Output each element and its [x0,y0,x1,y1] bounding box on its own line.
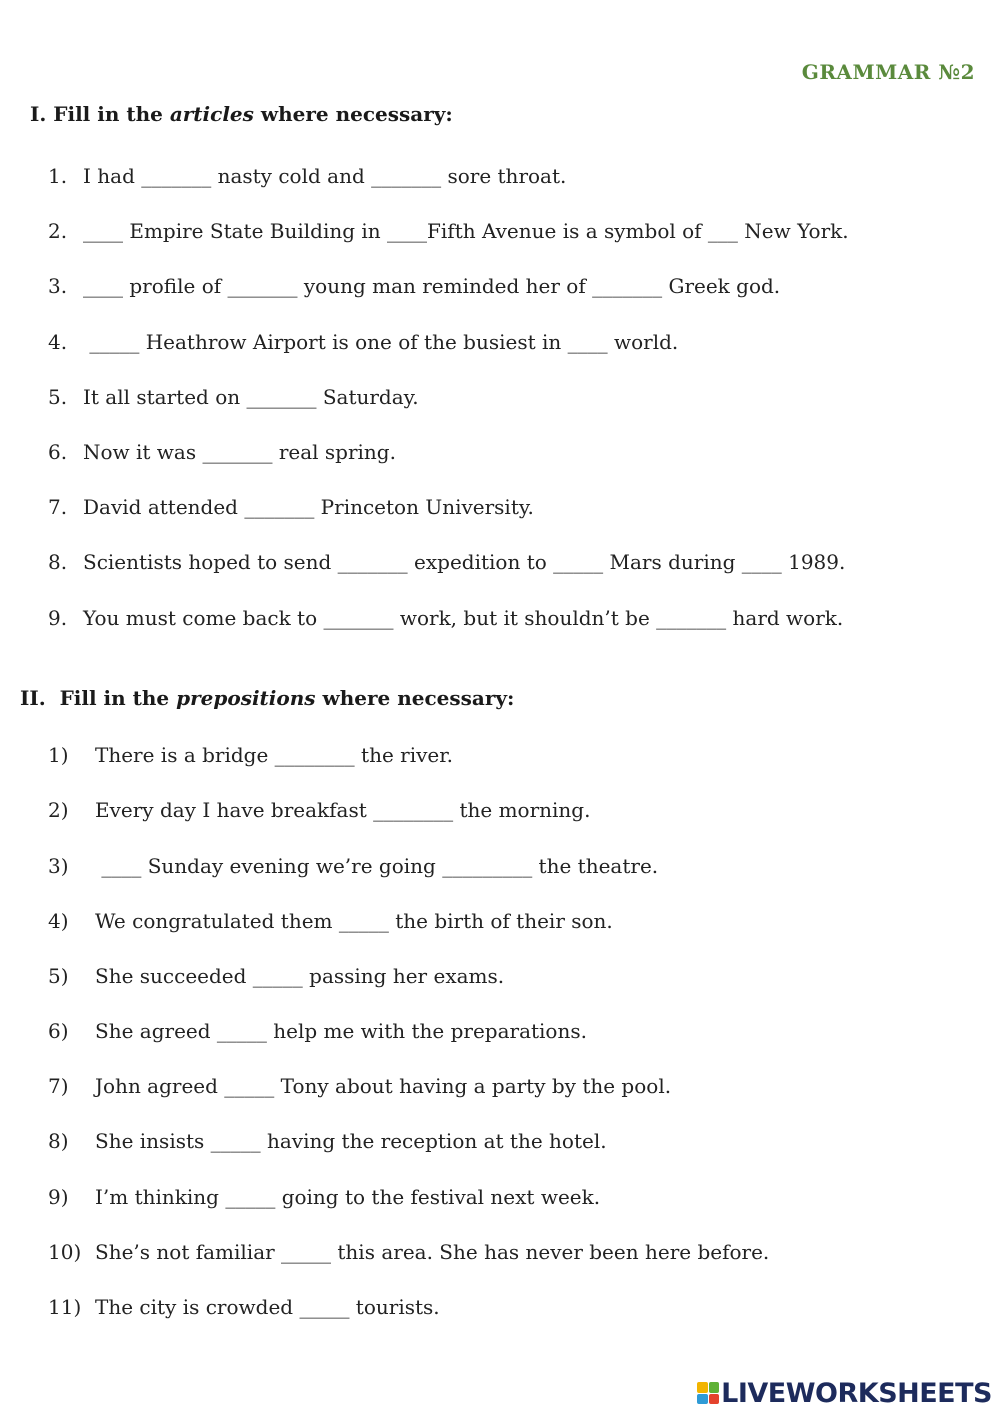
item-number: 3) [48,854,69,878]
logo-text: LIVEWORKSHEETS [721,1377,992,1409]
item-number: 11) [48,1295,82,1319]
item-number: 5) [48,964,69,988]
item-text: There is a bridge ________ the river. [95,743,453,767]
item-number: 9) [48,1185,69,1209]
section-2-heading-emphasis: prepositions [176,686,316,710]
item-text: ____ profile of _______ young man reminded her of _______ Greek god. [83,274,781,298]
item-text: She agreed _____ help me with the preparations. [95,1019,587,1043]
item-number: 1) [48,743,69,767]
item-number: 5. [48,385,68,409]
item-number: 8) [48,1129,69,1153]
item-number: 4. [48,330,68,354]
item-text: She succeeded _____ passing her exams. [95,964,505,988]
item-text: The city is crowded _____ tourists. [95,1295,440,1319]
section-1-heading [30,102,453,126]
item-text: It all started on _______ Saturday. [83,385,419,409]
section-1-heading-emphasis: articles [169,102,254,126]
item-text: I had _______ nasty cold and _______ sore throat. [83,164,567,188]
item-number: 6) [48,1019,69,1043]
item-text: Scientists hoped to send _______ expedition to _____ Mars during ____ 1989. [83,550,846,574]
item-text: She’s not familiar _____ this area. She has never been here before. [95,1240,770,1264]
item-number: 3. [48,274,68,298]
item-number: 8. [48,550,68,574]
liveworksheets-logo [697,1379,992,1407]
item-text: We congratulated them _____ the birth of their son. [95,909,613,933]
item-number: 9. [48,606,68,630]
item-text: You must come back to _______ work, but it shouldn’t be _______ hard work. [83,606,844,630]
section-1-heading-post: where necessary: [253,102,453,126]
item-text: ____ Sunday evening we’re going _________ the theatre. [95,854,659,878]
section-1-heading-pre: I. Fill in the [30,102,170,126]
item-text: Now it was _______ real spring. [83,440,396,464]
item-text: _____ Heathrow Airport is one of the busiest in ____ world. [83,330,679,354]
item-number: 6. [48,440,68,464]
item-text: I’m thinking _____ going to the festival next week. [95,1185,601,1209]
item-text: ____ Empire State Building in ____Fifth Avenue is a symbol of ___ New York. [83,219,849,243]
section-2-heading-pre: II. Fill in the [20,686,177,710]
item-text: She insists _____ having the reception at the hotel. [95,1129,607,1153]
item-text: John agreed _____ Tony about having a party by the pool. [95,1074,672,1098]
item-number: 7) [48,1074,69,1098]
section-2-heading [20,686,514,710]
item-text: David attended _______ Princeton University. [83,495,534,519]
item-number: 1. [48,164,68,188]
section-2-heading-post: where necessary: [315,686,515,710]
item-text: Every day I have breakfast ________ the morning. [95,798,591,822]
item-number: 2. [48,219,68,243]
liveworksheets-logo-icon [697,1382,719,1404]
item-number: 2) [48,798,69,822]
worksheet-title: GRAMMAR №2 [801,60,975,84]
item-number: 4) [48,909,69,933]
item-number: 7. [48,495,68,519]
item-number: 10) [48,1240,82,1264]
